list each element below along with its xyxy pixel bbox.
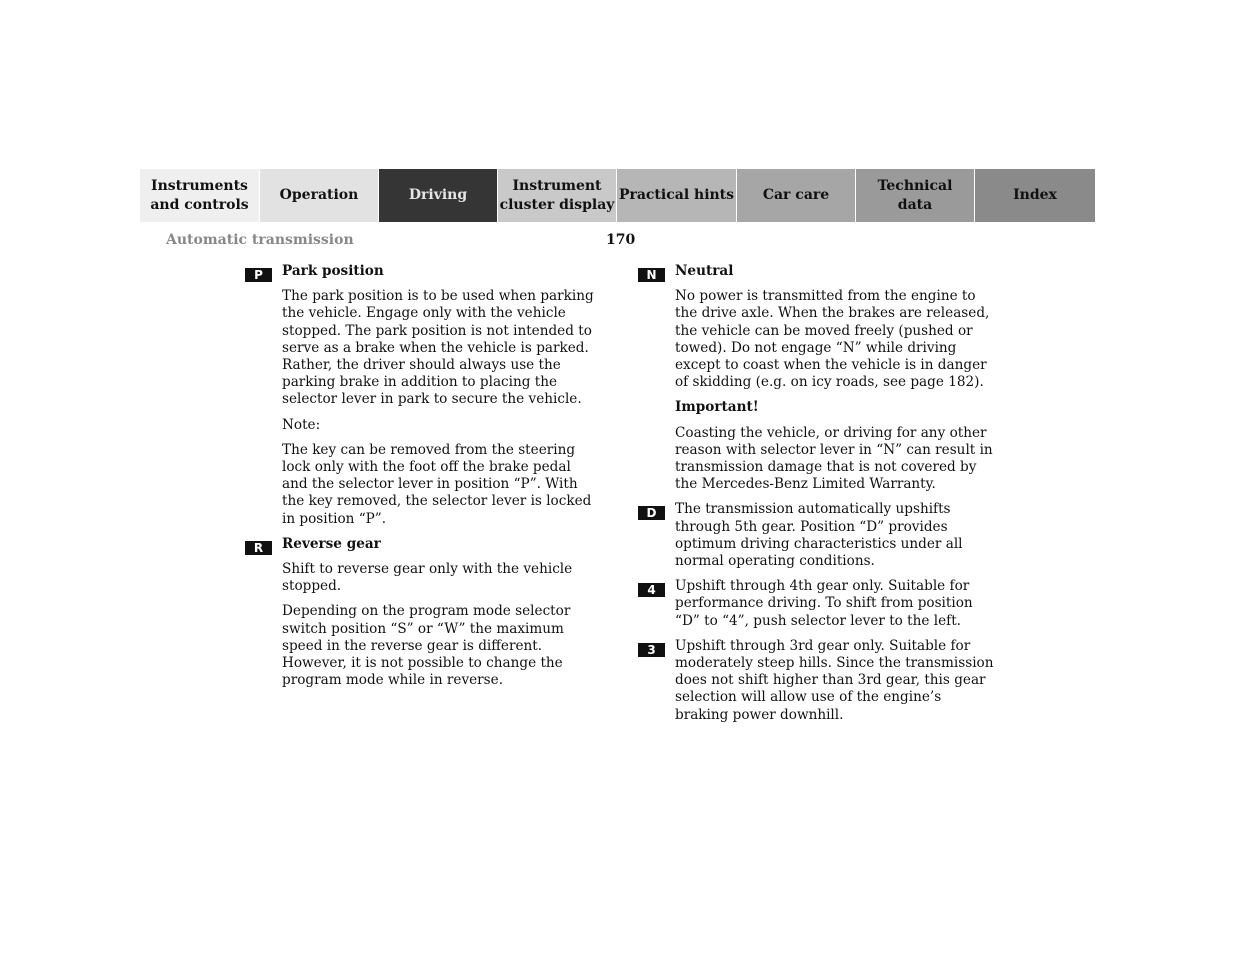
gear-4-text: Upshift through 4th gear only. Suitable for performance driving. To shift from position “D” to “4”, push selector lever to the left.: [675, 578, 973, 629]
key-badge-n: N: [638, 268, 665, 282]
tab-car-care[interactable]: Car care: [737, 169, 856, 222]
key-badge-3: 3: [638, 643, 665, 657]
page-number: 170: [606, 232, 636, 248]
tab-driving[interactable]: Driving: [379, 169, 498, 222]
tab-practical-hints[interactable]: Practical hints: [617, 169, 737, 222]
reverse-gear-text: Shift to reverse gear only with the vehicle stopped.: [282, 561, 573, 595]
chapter-tab-bar: [140, 169, 1095, 222]
reverse-gear-heading: Reverse gear: [282, 535, 381, 552]
key-badge-d: D: [638, 506, 665, 520]
section-title: Automatic transmission: [166, 232, 354, 248]
key-badge-p: P: [245, 268, 272, 282]
important-text: Coasting the vehicle, or driving for any other reason with selector lever in “N” can result in transmission damage that is not covered by the Mercedes-Benz Limited Warranty.: [675, 424, 993, 493]
reverse-gear-block: [245, 536, 600, 690]
drive-text: The transmission automatically upshifts through 5th gear. Position “D” provides optimum driving characteristics under all normal operating conditions.: [675, 501, 963, 570]
gear-3-block: [638, 638, 998, 724]
gear-3-text: Upshift through 3rd gear only. Suitable for moderately steep hills. Since the transmission does not shift higher than 3rd gear, this gear selection will allow use of the engine’s braking power downhill.: [675, 637, 994, 723]
tab-instruments-and-controls[interactable]: Instruments and controls: [140, 169, 260, 222]
tab-operation[interactable]: Operation: [260, 169, 379, 222]
note-label: Note:: [282, 416, 321, 433]
drive-block: [638, 501, 998, 570]
left-column: [245, 263, 600, 697]
tab-technical-data[interactable]: Technical data: [856, 169, 975, 222]
important-label: Important!: [675, 399, 759, 416]
key-badge-r: R: [245, 541, 272, 555]
gear-4-block: [638, 578, 998, 630]
neutral-block: [638, 263, 998, 493]
tab-index[interactable]: Index: [975, 169, 1095, 222]
tab-instrument-cluster-display[interactable]: Instrument cluster display: [498, 169, 617, 222]
park-position-block: [245, 263, 600, 528]
neutral-text: No power is transmitted from the engine to the drive axle. When the brakes are released, the vehicle can be moved freely (pushed or towed). Do not engage “N” while driving except to coast when the vehicle is in danger of skidding (e.g. on icy roads, see page 182).: [675, 288, 990, 391]
key-badge-4: 4: [638, 583, 665, 597]
reverse-gear-mode-text: Depending on the program mode selector switch position “S” or “W” the maximum speed in the reverse gear is different. However, it is not possible to change the program mode while in reverse.: [282, 603, 571, 689]
right-column: [638, 263, 998, 732]
note-text: The key can be removed from the steering lock only with the foot off the brake pedal and the selector lever in position “P”. With the key removed, the selector lever is locked in position “P”.: [282, 441, 592, 527]
park-position-heading: Park position: [282, 263, 384, 279]
park-position-text: The park position is to be used when parking the vehicle. Engage only with the vehicle stopped. The park position is not intended to serve as a brake when the vehicle is parked. Rather, the driver should always use the parking brake in addition to placing the selector lever in park to secure the vehicle.: [282, 288, 594, 408]
neutral-heading: Neutral: [675, 263, 734, 279]
